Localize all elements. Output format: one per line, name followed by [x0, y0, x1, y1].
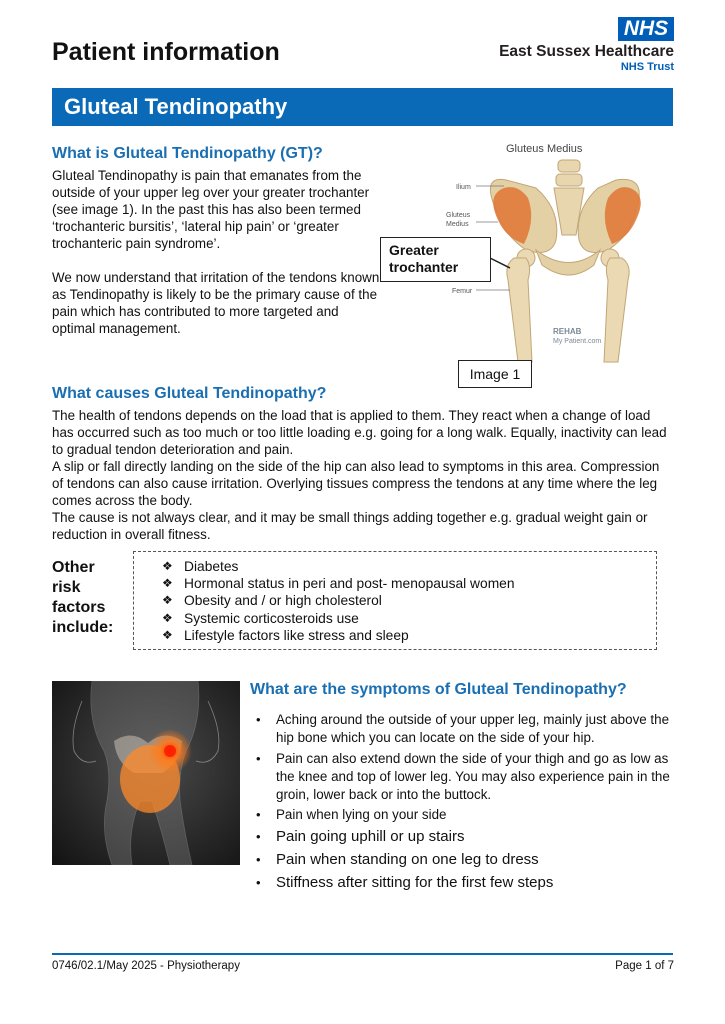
risk-item-text: Obesity and / or high cholesterol: [184, 593, 382, 609]
bullet-icon: •: [256, 874, 261, 890]
symptoms-section: [250, 681, 670, 896]
nhs-logo: [618, 17, 674, 41]
risk-item: [162, 558, 656, 575]
symptom-text: Aching around the outside of your upper leg, mainly just above the hip bone which you can locate on the side of your hip.: [276, 712, 670, 746]
symptom-item: [250, 850, 670, 870]
causes-paragraph-1: The health of tendons depends on the load that is applied to them. They react when a change of load has occurred such as too much or too little loading e.g. going for a long walk. Equally, inactivity can lead to gradual tendon deterioration and pain.: [52, 408, 667, 457]
diamond-bullet-icon: ❖: [162, 559, 173, 573]
causes-heading: What causes Gluteal Tendinopathy?: [52, 385, 327, 402]
callout-line-2: trochanter: [389, 259, 459, 275]
org-name: East Sussex Healthcare: [499, 43, 674, 60]
pubis: [536, 250, 600, 275]
nhs-logo-text: NHS: [623, 17, 669, 40]
vertebra-1: [558, 160, 580, 172]
hip-pain-svg: [52, 681, 240, 865]
page-title: Patient information: [52, 38, 280, 66]
symptom-item: [250, 806, 670, 824]
risk-item-text: Diabetes: [184, 559, 239, 574]
symptom-item: [250, 873, 670, 893]
bullet-icon: •: [256, 851, 261, 867]
label-medius: Medius: [446, 221, 469, 228]
trochanter-pointer: [490, 258, 510, 268]
watermark-rehab: REHAB: [553, 327, 582, 336]
symptoms-heading: What are the symptoms of Gluteal Tendinopathy?: [250, 681, 627, 698]
label-femur: Femur: [452, 288, 473, 295]
intro-paragraph-2: We now understand that irritation of the tendons known as Tendinopathy is likely to be the primary cause of the pain which has contributed to more targeted and optimal management.: [52, 270, 380, 336]
footer-document-ref: 0746/02.1/May 2025 - Physiotherapy: [52, 960, 240, 972]
risk-label-line: risk: [52, 579, 81, 596]
symptoms-list: [250, 711, 670, 893]
risk-factors-list: [134, 552, 656, 644]
footer-divider: [52, 953, 673, 955]
diamond-bullet-icon: ❖: [162, 627, 173, 642]
org-sub: NHS Trust: [620, 61, 674, 73]
causes-section: [52, 385, 673, 543]
anatomy-title: Gluteus Medius: [506, 143, 583, 155]
symptom-text: Pain going uphill or up stairs: [276, 827, 465, 845]
risk-item-text: Hormonal status in peri and post- menopausal women: [184, 576, 515, 592]
symptom-item: [250, 827, 670, 847]
symptom-text: Pain when standing on one leg to dress: [276, 850, 539, 868]
femur-right: [604, 258, 629, 362]
gluteus-medius-left: [493, 187, 531, 244]
title-banner: [52, 88, 673, 126]
symptom-item: [250, 711, 670, 748]
symptom-text: Stiffness after sitting for the first few steps: [276, 873, 554, 891]
bullet-icon: •: [256, 712, 261, 727]
gluteus-medius-right: [605, 187, 641, 244]
label-ilium: Ilium: [456, 184, 471, 191]
risk-item: [162, 627, 656, 644]
watermark-mypatient: My Patient.com: [553, 338, 602, 345]
callout-line-1: Greater: [389, 242, 439, 258]
symptom-text: Pain can also extend down the side of your thigh and go as low as the knee and top of lower leg. You may also experience pain in the groin, lower back or into the buttock.: [276, 750, 670, 803]
risk-item: [162, 610, 656, 627]
intro-heading: What is Gluteal Tendinopathy (GT)?: [52, 145, 323, 162]
symptom-item: [250, 750, 670, 805]
bullet-icon: •: [256, 750, 261, 766]
bullet-icon: •: [256, 807, 261, 823]
symptom-text: Pain when lying on your side: [276, 807, 447, 823]
bullet-icon: •: [256, 828, 261, 844]
vertebra-2: [556, 174, 582, 186]
image-caption-text: Image 1: [469, 366, 521, 382]
risk-item: [162, 592, 656, 609]
footer-page-number: Page 1 of 7: [615, 960, 674, 972]
risk-item: [162, 575, 656, 592]
risk-factors-box: [133, 551, 657, 650]
risk-label-line: factors: [52, 599, 106, 616]
risk-label-line: include:: [52, 619, 114, 636]
causes-paragraph-3: The cause is not always clear, and it may be small things adding together e.g. gradual weight gain or reduction in overall fitness.: [52, 510, 648, 542]
risk-item-text: Lifestyle factors like stress and sleep: [184, 627, 409, 643]
hip-pain-illustration: [52, 681, 240, 865]
diamond-bullet-icon: ❖: [162, 593, 173, 608]
risk-label-line: Other: [52, 559, 95, 576]
causes-paragraph-2: A slip or fall directly landing on the side of the hip can also lead to symptoms in this area. Compression of tendons can also cause irritation. Overlying tissues compress the tendons at any time where the leg comes across the body.: [52, 459, 660, 508]
banner-title: Gluteal Tendinopathy: [64, 94, 288, 119]
intro-section: [52, 145, 382, 337]
femur-left: [507, 258, 532, 362]
greater-trochanter-callout: [380, 237, 491, 282]
diamond-bullet-icon: ❖: [162, 610, 173, 625]
image-caption: [458, 360, 532, 388]
label-gluteus: Gluteus: [446, 212, 471, 219]
risk-item-text: Systemic corticosteroids use: [184, 610, 359, 626]
risk-factors-label: [52, 558, 132, 638]
pain-point: [164, 745, 176, 757]
intro-paragraph-1: Gluteal Tendinopathy is pain that emanates from the outside of your upper leg over your greater trochanter (see image 1). In the past this has also been termed ‘trochanteric bursitis’, ‘lateral hip pain’ or ‘greater trochanteric pain syndrome’.: [52, 168, 370, 251]
diamond-bullet-icon: ❖: [162, 576, 173, 591]
